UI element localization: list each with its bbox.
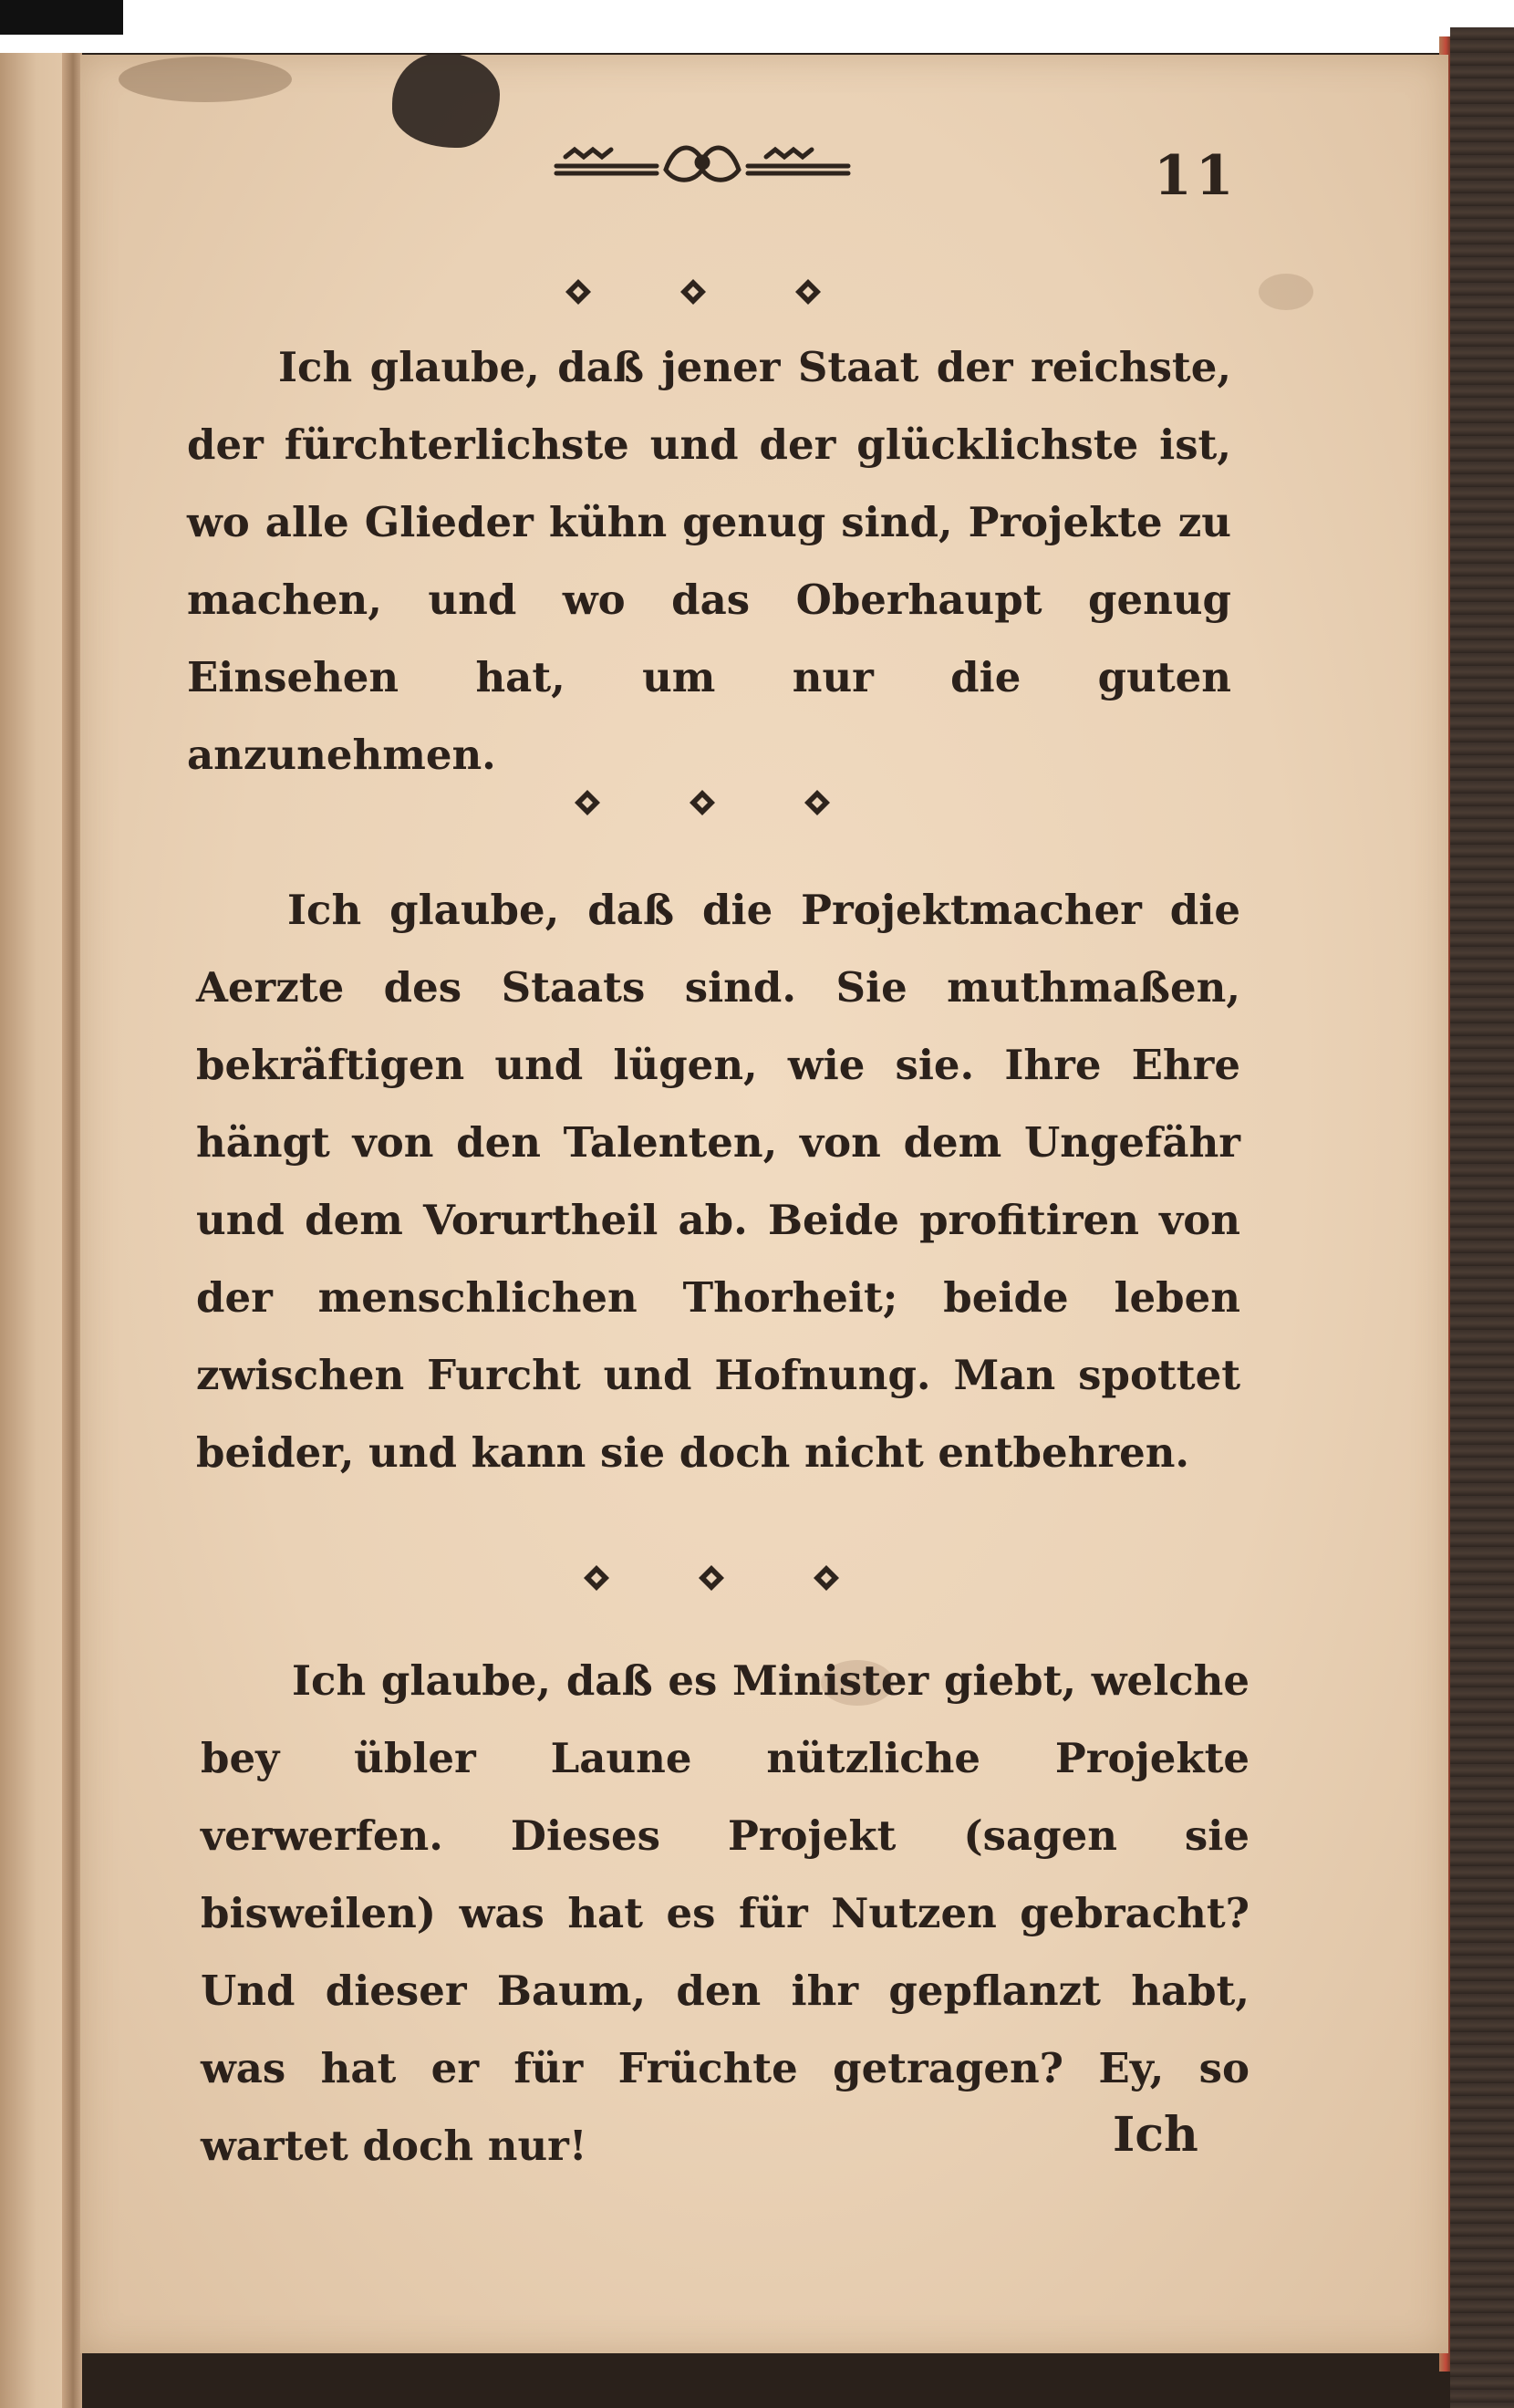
ink-blot xyxy=(392,53,500,148)
catchword: Ich xyxy=(1113,2107,1198,2163)
paragraph-text: Ich glaube, daß es Minister giebt, welche bey übler Laune nützliche Projekte verwerfen. Dieses Projekt (sagen sie bisweilen) was hat es für Nutzen gebracht? Und dieser Baum, den ihr gepflanzt habt, was hat er für Früchte getragen? Ey, so wartet doch nur! xyxy=(201,1656,1250,2170)
paper-spot xyxy=(1259,274,1313,310)
paragraph xyxy=(196,871,1240,1491)
book-gutter xyxy=(62,53,82,2408)
section-divider-icon xyxy=(547,775,857,830)
paper-stain xyxy=(119,57,292,102)
paragraph-text: Ich glaube, daß die Projektmacher die Aerzte des Staats sind. Sie muthmaßen, bekräftigen und lügen, wie sie. Ihre Ehre hängt von den Talenten, von dem Ungefähr und dem Vorurtheil ab. Beide profitiren von der menschlichen Thorheit; beide leben zwischen Furcht und Hofnung. Man spottet beider, und kann sie doch nicht entbehren. xyxy=(196,886,1240,1477)
paragraph-text: Ich glaube, daß jener Staat der reichste, der fürchterlichste und der glücklichste ist, wo alle Glieder kühn genug sind, Projekte zu machen, und wo das Oberhaupt genug Einsehen hat, um nur die guten anzunehmen. xyxy=(187,343,1231,779)
book-cover-edge xyxy=(1450,27,1514,2408)
page-number: 11 xyxy=(1154,144,1238,208)
scan-corner xyxy=(0,0,123,35)
section-divider-icon xyxy=(556,1551,866,1605)
section-divider-icon xyxy=(538,265,848,319)
paragraph xyxy=(187,328,1231,794)
paragraph xyxy=(201,1642,1250,2185)
header-ornament-icon xyxy=(547,133,857,188)
scan-top-margin xyxy=(0,0,1514,53)
